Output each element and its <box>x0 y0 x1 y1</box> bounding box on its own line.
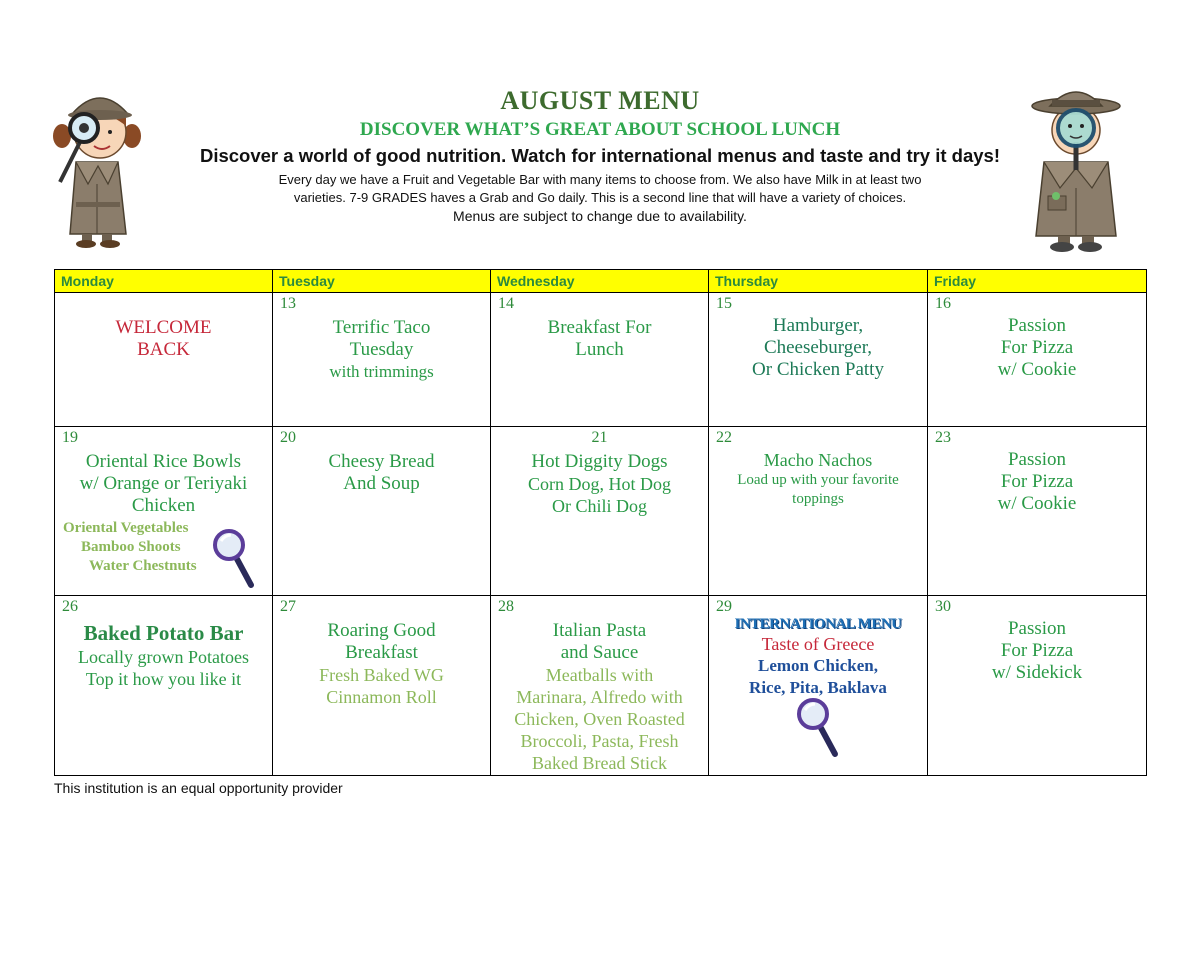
menu-item: Roaring Good <box>327 620 436 641</box>
day-number: 23 <box>935 429 951 446</box>
day-cell <box>491 427 709 596</box>
week-row <box>55 596 1147 776</box>
intro-note: Menus are subject to change due to availability. <box>453 208 747 224</box>
menu-item: w/ Cookie <box>997 493 1077 514</box>
menu-item: w/ Orange or Teriyaki <box>79 473 248 494</box>
day-cell <box>55 427 273 596</box>
menu-side: Cinnamon Roll <box>326 687 437 707</box>
menu-item: Baked Potato Bar <box>83 621 244 645</box>
weekday-header: Tuesday <box>273 270 491 293</box>
day-number: 27 <box>280 598 296 615</box>
menu-calendar <box>54 269 1147 776</box>
menu-item: Taste of Greece <box>761 634 875 654</box>
day-number: 21 <box>591 429 608 446</box>
menu-side: Bamboo Shoots <box>81 539 181 555</box>
day-number: 15 <box>716 295 732 312</box>
day-number: 30 <box>935 598 951 615</box>
menu-side: Top it how you like it <box>85 669 242 689</box>
menu-item: Cheesy Bread <box>328 451 435 472</box>
menu-item: Breakfast <box>345 642 418 663</box>
menu-side: Meatballs with <box>545 665 654 685</box>
intro-line: Every day we have a Fruit and Vegetable Bar with many items to choose from. We also have Milk in at least two <box>278 172 922 187</box>
menu-side: Oriental Vegetables <box>63 520 189 536</box>
menu-item: Cheeseburger, <box>763 337 873 358</box>
day-number: 29 <box>716 598 732 615</box>
menu-item: For Pizza <box>1000 471 1074 492</box>
weekday-header-row <box>55 270 1147 293</box>
day-cell <box>273 427 491 596</box>
page-title: AUGUST MENU <box>500 86 700 115</box>
menu-side: Water Chestnuts <box>89 558 197 574</box>
intro-text <box>0 171 1200 225</box>
menu-item: Hamburger, <box>772 315 864 336</box>
menu-item: WELCOME <box>115 317 212 338</box>
day-cell <box>709 293 928 427</box>
menu-side: Fresh Baked WG <box>319 665 444 685</box>
footer-statement: This institution is an equal opportunity provider <box>54 780 343 796</box>
day-cell <box>928 427 1147 596</box>
weekday-header: Wednesday <box>491 270 709 293</box>
menu-side: toppings <box>792 491 844 507</box>
weekday-header: Thursday <box>709 270 928 293</box>
weekday-header: Friday <box>928 270 1147 293</box>
day-cell <box>928 596 1147 776</box>
day-cell <box>491 293 709 427</box>
menu-item: Or Chicken Patty <box>752 359 884 380</box>
menu-side: with trimmings <box>329 362 434 381</box>
day-number: 22 <box>716 429 732 446</box>
menu-item: And Soup <box>343 473 420 494</box>
day-cell <box>273 293 491 427</box>
menu-item: Passion <box>1007 449 1067 470</box>
day-number: 28 <box>498 598 514 615</box>
menu-item: BACK <box>137 339 190 360</box>
menu-item: Passion <box>1007 315 1067 336</box>
menu-item: Lunch <box>575 339 624 360</box>
international-menu-badge: INTERNATIONAL MENU <box>734 616 902 632</box>
day-number: 20 <box>280 429 296 446</box>
menu-side: Or Chili Dog <box>551 496 647 516</box>
menu-item: Terrific Taco <box>332 317 431 338</box>
day-cell <box>273 596 491 776</box>
menu-item: w/ Cookie <box>997 359 1077 380</box>
menu-item: Italian Pasta <box>552 620 647 641</box>
day-number: 26 <box>62 598 78 615</box>
menu-item: Tuesday <box>349 339 414 360</box>
menu-side: Broccoli, Pasta, Fresh <box>520 731 679 751</box>
day-cell <box>55 293 273 427</box>
day-cell <box>709 427 928 596</box>
day-number: 16 <box>935 295 951 312</box>
menu-item: Passion <box>1007 618 1067 639</box>
menu-side: Chicken, Oven Roasted <box>514 709 685 729</box>
magnifier-icon <box>795 696 843 760</box>
menu-item: Macho Nachos <box>763 450 873 470</box>
page-subtitle: DISCOVER WHAT’S GREAT ABOUT SCHOOL LUNCH <box>359 119 841 140</box>
day-cell <box>709 596 928 776</box>
day-number: 19 <box>62 429 78 446</box>
menu-item: Breakfast For <box>547 317 652 338</box>
menu-side: Marinara, Alfredo with <box>516 687 683 707</box>
day-cell <box>55 596 273 776</box>
menu-item: For Pizza <box>1000 640 1074 661</box>
menu-item: Rice, Pita, Baklava <box>749 678 887 697</box>
week-row <box>55 427 1147 596</box>
day-cell <box>491 596 709 776</box>
menu-item: Chicken <box>131 495 196 516</box>
menu-item: w/ Sidekick <box>991 662 1083 683</box>
tagline: Discover a world of good nutrition. Watch for international menus and taste and try it days! <box>199 145 1001 166</box>
day-cell <box>928 293 1147 427</box>
menu-item: Oriental Rice Bowls <box>85 451 242 472</box>
menu-side: Corn Dog, Hot Dog <box>528 474 671 494</box>
day-number: 13 <box>280 295 296 312</box>
week-row <box>55 293 1147 427</box>
menu-side: Load up with your favorite <box>737 472 899 488</box>
menu-item: Lemon Chicken, <box>758 656 878 675</box>
menu-side: Baked Bread Stick <box>532 753 667 773</box>
menu-item: and Sauce <box>560 642 639 663</box>
magnifier-icon <box>211 527 259 591</box>
weekday-header: Monday <box>55 270 273 293</box>
menu-item: For Pizza <box>1000 337 1074 358</box>
intro-line: varieties. 7-9 GRADES haves a Grab and Go daily. This is a second line that will have a variety of choices. <box>293 190 907 205</box>
menu-item: Hot Diggity Dogs <box>531 451 668 472</box>
menu-side: Locally grown Potatoes <box>78 647 249 667</box>
day-number: 14 <box>498 295 514 312</box>
